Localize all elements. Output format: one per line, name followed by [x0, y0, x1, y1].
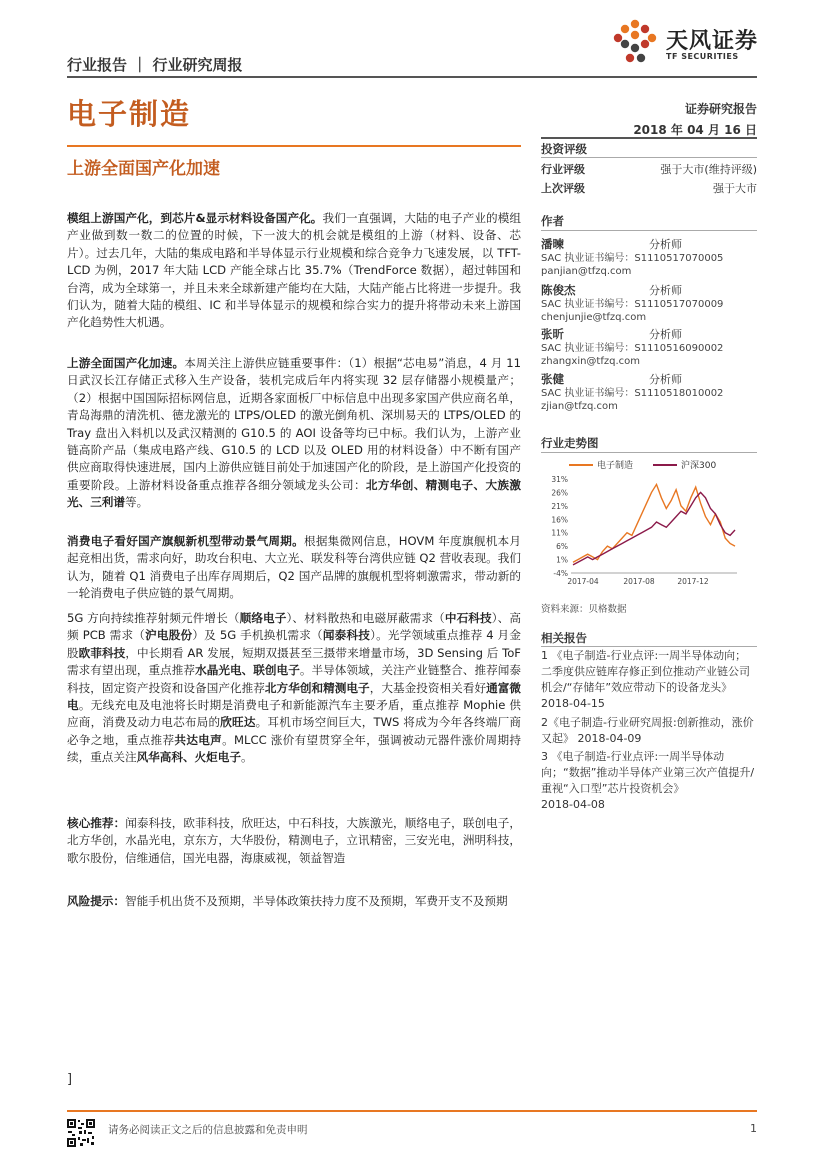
y-tick-label: 6% — [556, 542, 568, 552]
p4-stock: 水晶光电、联创电子 — [195, 663, 300, 678]
risk-note — [67, 893, 521, 910]
author-email[interactable]: zhangxin@tfzq.com — [541, 356, 641, 367]
header-divider — [67, 76, 757, 78]
related-report[interactable] — [541, 715, 757, 747]
author-email[interactable]: chenjunjie@tfzq.com — [541, 312, 647, 323]
legend-label-csi300: 沪深300 — [681, 461, 717, 471]
related-report-date: 2018-04-09 — [577, 732, 642, 745]
rating-label: 行业评级 — [541, 163, 585, 176]
p4-part: 。 — [240, 750, 253, 765]
tf-logo-icon — [610, 18, 660, 68]
x-axis — [567, 573, 737, 586]
y-tick-label: -4% — [553, 569, 568, 578]
x-tick-label: 2017-12 — [677, 577, 709, 586]
paragraph-1-text: 我们一直强调，大陆的电子产业的模组产业做到数一数二的位置的时候，下一波大的机会就是模组的上游（材料、设备、芯片）。过去几年，大陆的集成电路和半导体显示行业规模和综合竞争力飞速发展，以 TFT-LCD 为例，2017 年大陆 LCD 产能全球占比 35.7%（TrendForce 数据），超过韩国和台湾，成为全球第一，并且未来全球新建产能均在大陆，大陆产能占比将进一步提升。我们认为，随着大陆的模组、IC 和半导体显示的规模和综合实力的提升将带动未来上游国产化趋势性大机遇。 — [67, 211, 521, 330]
core-recommendation — [67, 815, 521, 867]
brand-name-en: TF SECURITIES — [666, 52, 739, 61]
series-layer — [573, 484, 735, 565]
sidebar-thin-divider — [541, 157, 757, 158]
p4-stock: 共达电声 — [174, 732, 223, 747]
p4-stock: 欣旺达 — [220, 715, 256, 730]
author-sac: SAC 执业证书编号：S1110518010002 — [541, 388, 724, 399]
author-name: 潘暕 — [541, 237, 564, 251]
rating-row — [541, 161, 757, 177]
p4-part: ）、材料散热和电磁屏蔽需求（ — [286, 611, 445, 625]
x-tick-label: 2017-04 — [567, 577, 599, 586]
y-axis — [551, 475, 568, 578]
related-report[interactable] — [541, 749, 757, 813]
qr-code-icon — [66, 1118, 96, 1148]
y-tick-label: 16% — [551, 515, 568, 525]
related-report[interactable] — [541, 648, 757, 712]
p4-part: ，大基金投资相关看好 — [369, 680, 487, 695]
report-subtitle: 上游全面国产化加速 — [67, 159, 220, 179]
p4-stock: 北方华创和精测电子 — [264, 680, 370, 695]
paragraph-3-text: 根据集微网信息，HOVM 年度旗舰机本月起竞相出货，需求向好，助攻台积电、大立光、联发科等台湾供应链 Q2 营收表现。我们认为，随着 Q1 消费电子出库存周期后，Q2 国产品牌的旗舰机型将刺激需求，带动新的一轮消费电子供应链的景气周期。 — [67, 534, 521, 601]
y-tick-label: 1% — [556, 555, 568, 565]
author-email[interactable]: panjian@tfzq.com — [541, 266, 632, 277]
p4-part: ）。光学领域重点推荐 4 月金股 — [67, 628, 521, 660]
related-report-title[interactable]: 1 《电子制造-行业点评:一周半导体动向；二季度供应链库存修正到位推动产业链公司机会/“存储年”效应带动下的设备龙头》 — [541, 649, 750, 694]
p4-part: 。耳机市场空间巨大，TWS 将成为今年各终端厂商必争之地，重点推荐 — [67, 715, 521, 747]
p4-part: ，中长期看 AR 发展，短期双摄甚至三摄带来增量市场，3D Sensing 后 ToF 需求有望出现，重点推荐 — [67, 645, 521, 678]
p4-part: ）、高频 PCB 需求（ — [67, 611, 521, 643]
series-line-electronics — [573, 484, 735, 562]
p4-stock: 风华高科、火炬电子 — [136, 750, 241, 765]
p4-stock: 通富微电 — [67, 680, 521, 713]
p4-part: 。半导体领域，关注产业链整合、推荐闻泰科技，固定资产投资和设备国产化推荐 — [67, 663, 521, 695]
prev-rating-label: 上次评级 — [541, 182, 585, 195]
trend-chart — [541, 455, 757, 595]
author-role: 分析师 — [649, 373, 682, 386]
related-report-title[interactable]: 3 《电子制造-行业点评:一周半导体动向；“数据”推动半导体产业第三次产值提升/重视“入口型”芯片投资机会》 — [541, 750, 755, 795]
p4-stock: 沪电股份 — [145, 628, 193, 643]
paragraph-2-lead: 上游全面国产化加速。 — [67, 356, 185, 370]
author-name: 张健 — [541, 372, 564, 386]
p4-part: ）及 5G 手机换机需求（ — [192, 628, 323, 643]
p4-stock: 中石科技 — [444, 611, 492, 625]
paragraph-3-lead: 消费电子看好国产旗舰新机型带动景气周期。 — [67, 534, 304, 548]
series-line-csi300 — [573, 492, 735, 565]
chart-legend — [569, 459, 716, 471]
risk-lead: 风险提示： — [67, 894, 125, 908]
y-tick-label: 11% — [551, 528, 568, 538]
report-type: 行业报告 ｜ 行业研究周报 — [67, 56, 243, 74]
sidebar-divider — [541, 137, 757, 139]
trend-divider — [541, 452, 757, 453]
rating-value: 强于大市(维持评级) — [660, 163, 757, 176]
author-sac: SAC 执业证书编号：S1110517070005 — [541, 253, 724, 264]
chart-source: 资料来源：贝格数据 — [541, 604, 627, 615]
page-number: 1 — [750, 1122, 757, 1135]
author-block — [541, 371, 757, 413]
author-role: 分析师 — [649, 284, 682, 297]
p4-stock: 欧菲科技 — [78, 645, 126, 660]
paragraph-4 — [67, 610, 521, 767]
y-tick-label: 31% — [551, 475, 568, 484]
paragraph-2-end: 等。 — [124, 495, 149, 510]
prev-rating-value: 强于大市 — [713, 182, 757, 195]
author-block — [541, 326, 757, 368]
authors-divider — [541, 230, 757, 231]
paragraph-2-text: 本周关注上游供应链重要事件：（1）根据“芯电易”消息，4 月 11 日武汉长江存储正式移入生产设备，装机完成后年内将实现 32 层存储器小规模量产；（2）根据中国国际招标网信息，近期各家面板厂中标信息中出现多家国产供应商名单，青岛海鼎的清洗机、德龙激光的 LTPS/OLED 的激光倒角机、深圳易天的 LTPS/OLED 的 Tray 盘出入料机以及武汉精测的 G10.5 的 AOI 设备等均已中标。我们认为，上游产业链高阶产品（集成电路产线、G10.5 的 LCD 以及 OLED 用的材料设备）中不断有国产供应商取得快速进展，国内上游供应链目前处于加速国产化的阶段，是上游国产化投资的重要阶段。上游材料设备重点推荐各细分领域龙头公司： — [67, 356, 521, 492]
related-report-date: 2018-04-15 — [541, 697, 605, 710]
footer-disclaimer[interactable]: 请务必阅读正文之后的信息披露和免责申明 — [108, 1124, 308, 1136]
author-sac: SAC 执业证书编号：S1110516090002 — [541, 343, 724, 354]
related-report-date: 2018-04-08 — [541, 798, 605, 811]
author-name: 陈俊杰 — [541, 283, 576, 297]
report-date: 2018 年 04 月 16 日 — [633, 123, 757, 137]
paragraph-1-lead: 模组上游国产化，到芯片&显示材料设备国产化。 — [67, 211, 323, 225]
paragraph-2 — [67, 355, 521, 512]
footer-divider — [67, 1110, 757, 1112]
author-block — [541, 236, 757, 278]
risk-text: 智能手机出货不及预期，半导体政策扶持力度不及预期，军费开支不及预期 — [124, 894, 508, 908]
related-divider — [541, 646, 757, 647]
paragraph-3 — [67, 533, 521, 603]
authors-title: 作者 — [541, 214, 564, 228]
author-email[interactable]: zjian@tfzq.com — [541, 401, 618, 412]
p4-part: 。无线充电及电池将长时期是消费电子和新能源汽车主要矛盾，重点推荐 Mophie 供应商，消费及动力电芯布局的 — [67, 698, 521, 730]
author-name: 张昕 — [541, 327, 564, 341]
page-mark: ] — [67, 1072, 73, 1087]
report-kind: 证券研究报告 — [684, 102, 757, 116]
paragraph-1 — [67, 210, 521, 332]
y-tick-label: 26% — [551, 488, 568, 498]
author-sac: SAC 执业证书编号：S1110517070009 — [541, 299, 724, 310]
prev-rating-row — [541, 180, 757, 196]
core-text: 闻泰科技，欧菲科技，欣旺达，中石科技，大族激光，顺络电子，联创电子，北方华创，水晶光电，京东方，大华股份，精测电子，立讯精密，三安光电，洲明科技，歌尔股份，信维通信，国光电器，海康威视，领益智造 — [67, 816, 521, 865]
sector-title: 电子制造 — [67, 97, 192, 131]
core-lead: 核心推荐： — [67, 816, 126, 830]
p4-stock: 闻泰科技 — [322, 628, 371, 643]
y-tick-label: 21% — [551, 501, 568, 511]
brand-name-cn: 天风证券 — [666, 29, 759, 54]
related-title: 相关报告 — [541, 631, 587, 645]
trend-title: 行业走势图 — [541, 436, 599, 450]
author-block — [541, 282, 757, 324]
p4-part: 。MLCC 涨价有望贯穿全年，强调被动元器件涨价周期持续，重点关注 — [67, 732, 521, 765]
title-divider — [67, 145, 521, 147]
p4-part: 5G 方向持续推荐射频元件增长（ — [67, 611, 240, 625]
x-tick-label: 2017-08 — [623, 577, 655, 586]
author-role: 分析师 — [649, 238, 682, 251]
paragraph-2-picks: 北方华创、精测电子、大族激光、三利谱 — [67, 477, 521, 510]
legend-label-electronics: 电子制造 — [597, 461, 634, 471]
author-role: 分析师 — [649, 328, 682, 341]
rating-title: 投资评级 — [541, 142, 587, 156]
p4-stock: 顺络电子 — [239, 611, 287, 625]
related-report-title[interactable]: 2《电子制造-行业研究周报:创新推动，涨价又起》 — [541, 716, 754, 745]
